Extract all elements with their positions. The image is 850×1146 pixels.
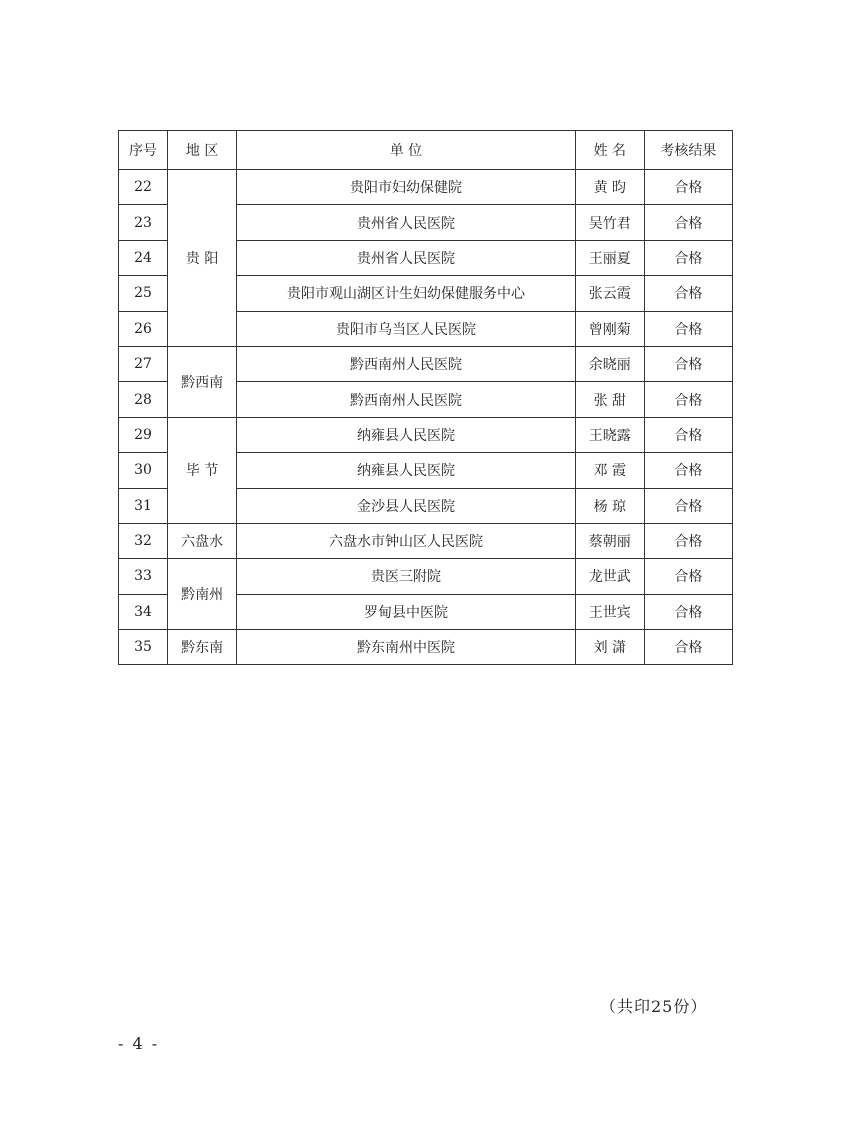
table-row — [119, 417, 733, 452]
cell-result: 合格 — [644, 240, 732, 275]
cell-unit: 贵阳市妇幼保健院 — [237, 170, 576, 205]
cell-result: 合格 — [644, 594, 732, 629]
cell-name: 杨 琼 — [575, 488, 644, 523]
cell-result: 合格 — [644, 523, 732, 558]
cell-region: 六盘水 — [168, 523, 237, 558]
table-row — [119, 630, 733, 665]
table-row — [119, 523, 733, 558]
cell-result: 合格 — [644, 346, 732, 381]
cell-result: 合格 — [644, 417, 732, 452]
header-name: 姓 名 — [575, 131, 644, 170]
cell-name: 刘 潇 — [575, 630, 644, 665]
table-row — [119, 559, 733, 594]
table-row — [119, 170, 733, 205]
cell-unit: 黔西南州人民医院 — [237, 382, 576, 417]
cell-no: 35 — [119, 630, 168, 665]
cell-unit: 贵阳市乌当区人民医院 — [237, 311, 576, 346]
cell-unit: 金沙县人民医院 — [237, 488, 576, 523]
cell-name: 余晓丽 — [575, 346, 644, 381]
cell-name: 邓 霞 — [575, 453, 644, 488]
cell-no: 23 — [119, 205, 168, 240]
cell-unit: 六盘水市钟山区人民医院 — [237, 523, 576, 558]
cell-region: 黔南州 — [168, 559, 237, 630]
cell-no: 26 — [119, 311, 168, 346]
table-row — [119, 346, 733, 381]
cell-no: 32 — [119, 523, 168, 558]
cell-region: 毕 节 — [168, 417, 237, 523]
cell-result: 合格 — [644, 488, 732, 523]
cell-no: 24 — [119, 240, 168, 275]
header-region: 地 区 — [168, 131, 237, 170]
cell-unit: 黔西南州人民医院 — [237, 346, 576, 381]
cell-unit: 罗甸县中医院 — [237, 594, 576, 629]
cell-result: 合格 — [644, 382, 732, 417]
cell-unit: 贵州省人民医院 — [237, 240, 576, 275]
cell-name: 龙世武 — [575, 559, 644, 594]
cell-name: 黄 昀 — [575, 170, 644, 205]
cell-no: 30 — [119, 453, 168, 488]
cell-name: 吴竹君 — [575, 205, 644, 240]
cell-unit: 黔东南州中医院 — [237, 630, 576, 665]
cell-result: 合格 — [644, 311, 732, 346]
cell-name: 王世宾 — [575, 594, 644, 629]
cell-result: 合格 — [644, 630, 732, 665]
cell-no: 31 — [119, 488, 168, 523]
cell-name: 王丽夏 — [575, 240, 644, 275]
cell-name: 蔡朝丽 — [575, 523, 644, 558]
cell-region: 贵 阳 — [168, 170, 237, 347]
cell-name: 张 甜 — [575, 382, 644, 417]
cell-no: 29 — [119, 417, 168, 452]
cell-no: 33 — [119, 559, 168, 594]
cell-name: 张云霞 — [575, 276, 644, 311]
cell-result: 合格 — [644, 170, 732, 205]
cell-name: 曾刚菊 — [575, 311, 644, 346]
header-no: 序号 — [119, 131, 168, 170]
cell-unit: 贵州省人民医院 — [237, 205, 576, 240]
cell-region: 黔东南 — [168, 630, 237, 665]
cell-unit: 纳雍县人民医院 — [237, 453, 576, 488]
copies-note: （共印25份） — [600, 997, 708, 1016]
cell-name: 王晓露 — [575, 417, 644, 452]
cell-no: 28 — [119, 382, 168, 417]
cell-no: 22 — [119, 170, 168, 205]
cell-result: 合格 — [644, 276, 732, 311]
cell-result: 合格 — [644, 453, 732, 488]
cell-result: 合格 — [644, 205, 732, 240]
cell-unit: 纳雍县人民医院 — [237, 417, 576, 452]
page-number: - 4 - — [118, 1034, 160, 1053]
table-header-row — [119, 131, 733, 170]
cell-no: 25 — [119, 276, 168, 311]
cell-no: 27 — [119, 346, 168, 381]
cell-no: 34 — [119, 594, 168, 629]
cell-region: 黔西南 — [168, 346, 237, 417]
cell-result: 合格 — [644, 559, 732, 594]
results-table — [118, 130, 733, 665]
cell-unit: 贵医三附院 — [237, 559, 576, 594]
header-result: 考核结果 — [644, 131, 732, 170]
cell-unit: 贵阳市观山湖区计生妇幼保健服务中心 — [237, 276, 576, 311]
header-unit: 单 位 — [237, 131, 576, 170]
